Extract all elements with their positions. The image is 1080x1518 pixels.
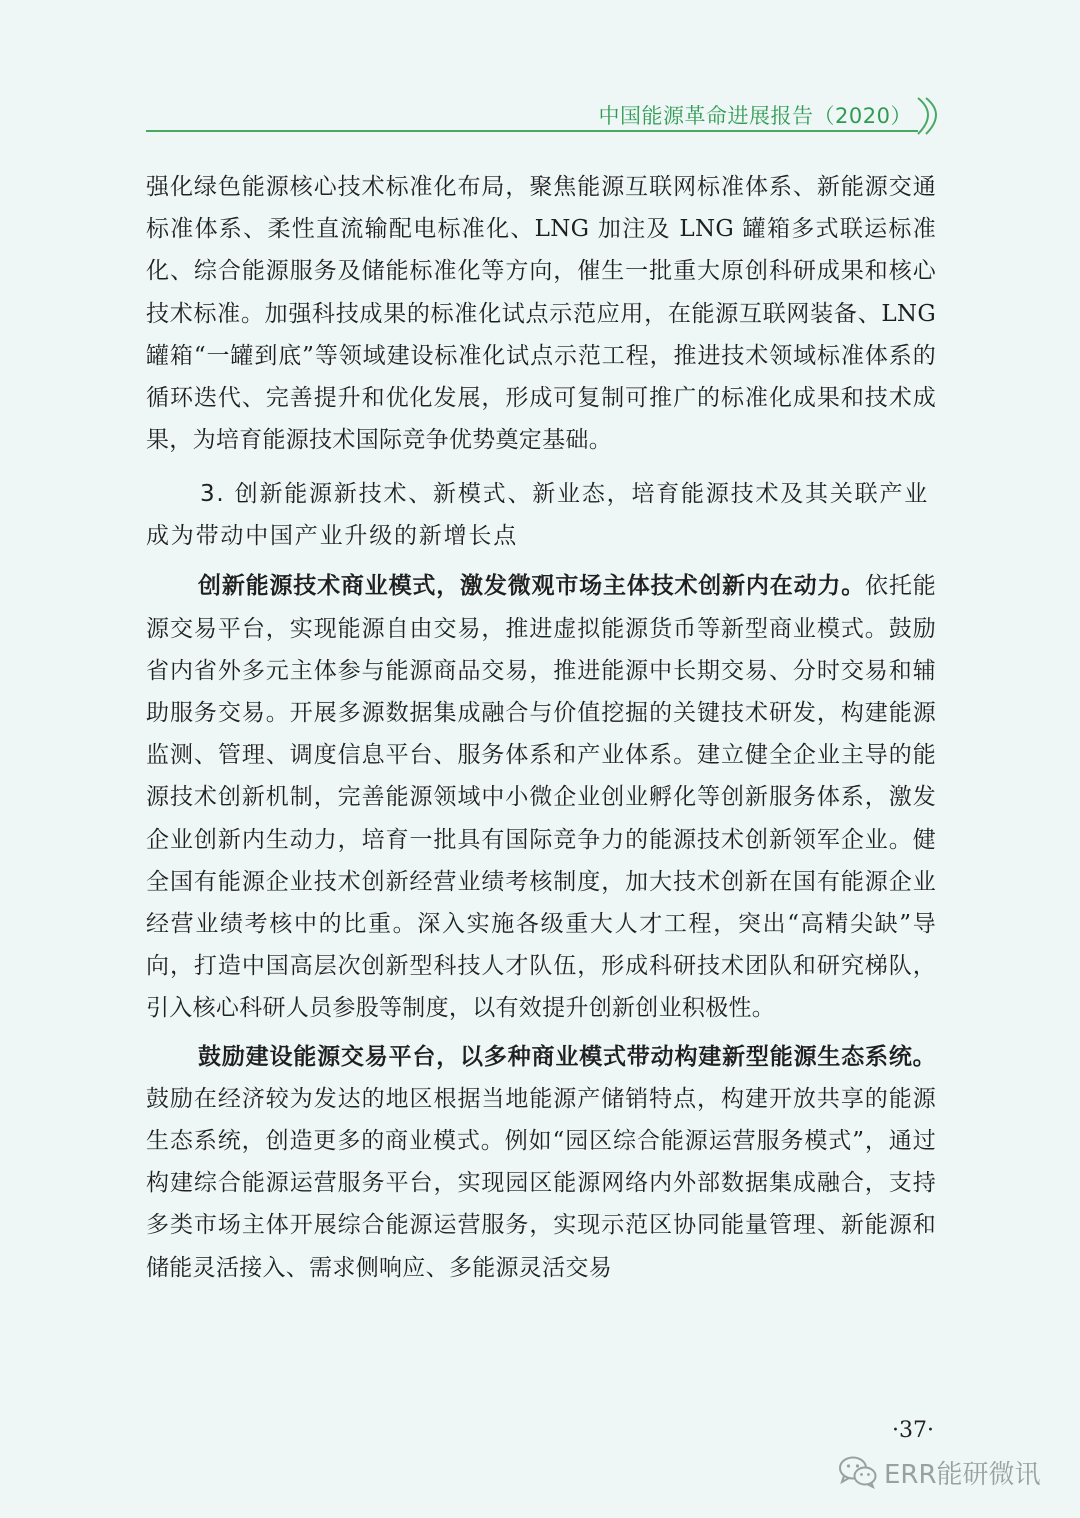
paragraph-standardization: 强化绿色能源核心技术标准化布局，聚焦能源互联网标准体系、新能源交通标准体系、柔性直流输配电标准化、LNG 加注及 LNG 罐箱多式联运标准化、综合能源服务及储能标准化等方向，催生一批重大原创科研成果和核心技术标准。加强科技成果的标准化试点示范应用，在能源互联网装备、LNG 罐箱“一罐到底”等领域建设标准化试点示范工程，推进技术领域标准体系的循环迭代、完善提升和优化发展，形成可复制可推广的标准化成果和技术成果，为培育能源技术国际竞争优势奠定基础。 bbox=[146, 174, 936, 454]
section-heading-3: 3. 创新能源新技术、新模式、新业态，培育能源技术及其关联产业成为带动中国产业升级的新增长点 bbox=[146, 481, 930, 550]
paragraph-trading-platform-lead: 鼓励建设能源交易平台，以多种商业模式带动构建新型能源生态系统。 bbox=[198, 1042, 936, 1070]
paragraph-business-model-body: 依托能源交易平台，实现能源自由交易，推进虚拟能源货币等新型商业模式。鼓励省内省外多元主体参与能源商品交易，推进能源中长期交易、分时交易和辅助服务交易。开展多源数据集成融合与价值挖掘的关键技术研发，构建能源监测、管理、调度信息平台、服务体系和产业体系。建立健全企业主导的能源技术创新机制，完善能源领域中小微企业创业孵化等创新服务体系，激发企业创新内生动力，培育一批具有国际竞争力的能源技术创新领军企业。健全国有能源企业技术创新经营业绩考核制度，加大技术创新在国有能源企业经营业绩考核中的比重。深入实施各级重大人才工程，突出“高精尖缺”导向，打造中国高层次创新型科技人才队伍，形成科研技术团队和研究梯队，引入核心科研人员参股等制度，以有效提升创新创业积极性。 bbox=[146, 573, 936, 1022]
paragraph-trading-platform-body: 鼓励在经济较为发达的地区根据当地能源产储销特点，构建开放共享的能源生态系统，创造更多的商业模式。例如“园区综合能源运营服务模式”，通过构建综合能源运营服务平台，实现园区能源网络内外部数据集成融合，支持多类市场主体开展综合能源运营服务，实现示范区协同能量管理、新能源和储能灵活接入、需求侧响应、多能源灵活交易 bbox=[146, 1085, 936, 1281]
watermark-text: ERR能研微讯 bbox=[884, 1459, 1041, 1490]
running-header bbox=[146, 96, 946, 136]
watermark bbox=[838, 1452, 1041, 1492]
header-rule bbox=[146, 130, 918, 132]
paragraph-business-model-lead: 创新能源技术商业模式，激发微观市场主体技术创新内在动力。 bbox=[198, 572, 866, 600]
wechat-icon bbox=[838, 1455, 878, 1489]
page-body bbox=[146, 166, 936, 1289]
header-arc-ornament bbox=[912, 96, 946, 136]
page-number: ·37· bbox=[892, 1418, 934, 1443]
paragraph-trading-platform bbox=[146, 1036, 936, 1289]
paragraph-business-model bbox=[146, 565, 936, 1029]
header-title: 中国能源革命进展报告（2020） bbox=[598, 104, 912, 128]
